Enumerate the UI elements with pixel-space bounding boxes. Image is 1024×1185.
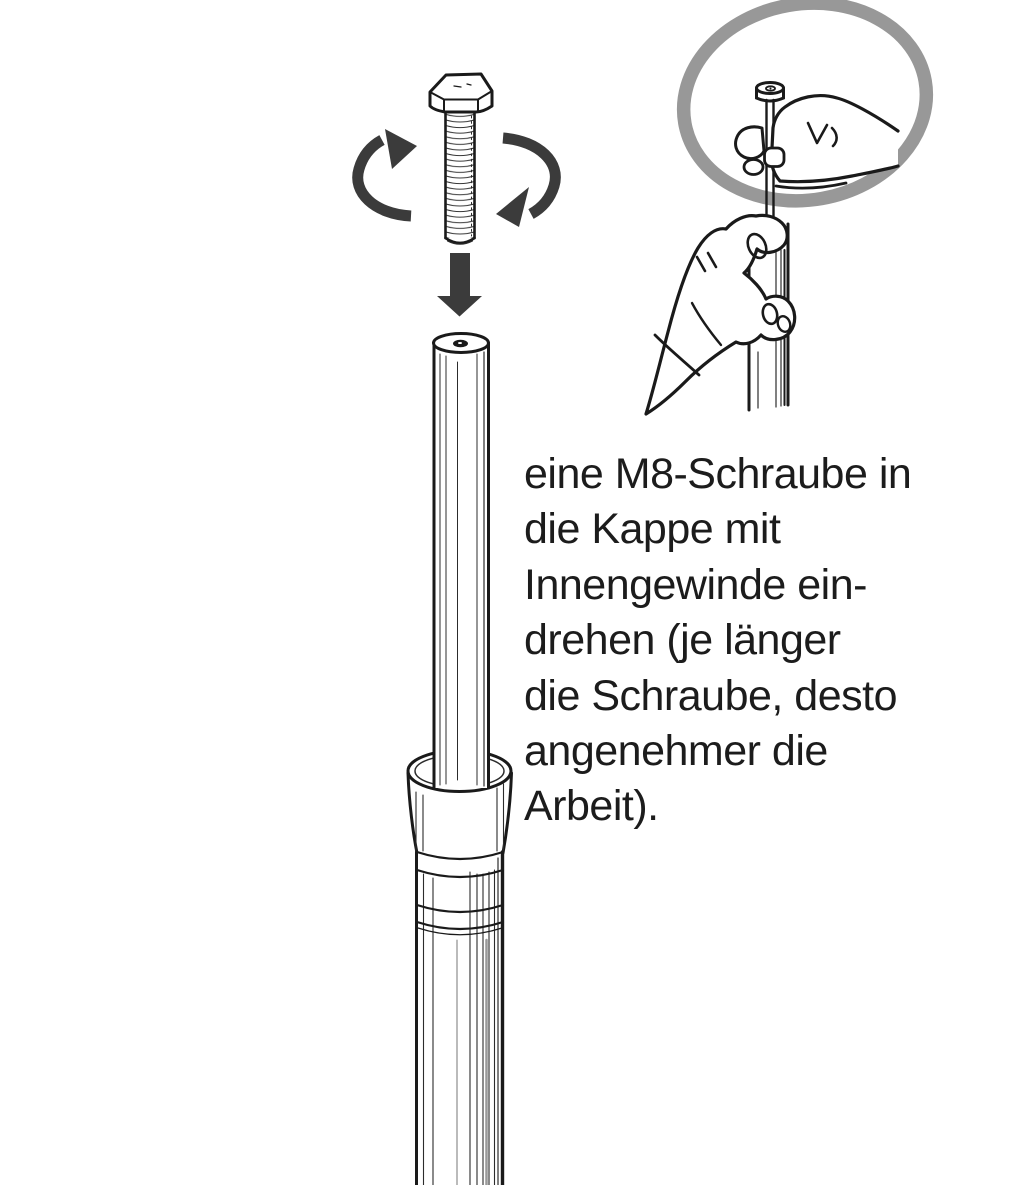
caption-line: angenehmer die <box>524 727 828 776</box>
pole-lower-tube <box>417 852 504 1185</box>
hand-inset-figure <box>646 0 942 414</box>
caption-line: drehen (je länger <box>524 616 841 665</box>
hex-bolt-icon <box>430 74 492 244</box>
caption-line: Innengewinde ein- <box>524 560 867 609</box>
caption-line: Arbeit). <box>524 782 659 831</box>
lower-hand-icon <box>646 215 795 414</box>
hex-bolt-figure <box>358 74 556 317</box>
caption-line: die Kappe mit <box>524 505 781 554</box>
caption-line: die Schraube, desto <box>524 671 897 720</box>
down-arrow-icon <box>437 253 482 317</box>
caption <box>524 447 974 835</box>
threaded-hole-icon <box>453 340 468 348</box>
rotation-arrow-left-icon <box>358 129 417 216</box>
rotation-arrow-right-icon <box>496 138 555 227</box>
caption-line: eine M8-Schraube in <box>524 450 912 498</box>
pole-figure <box>408 334 512 1185</box>
pole-cap-icon <box>434 334 490 789</box>
